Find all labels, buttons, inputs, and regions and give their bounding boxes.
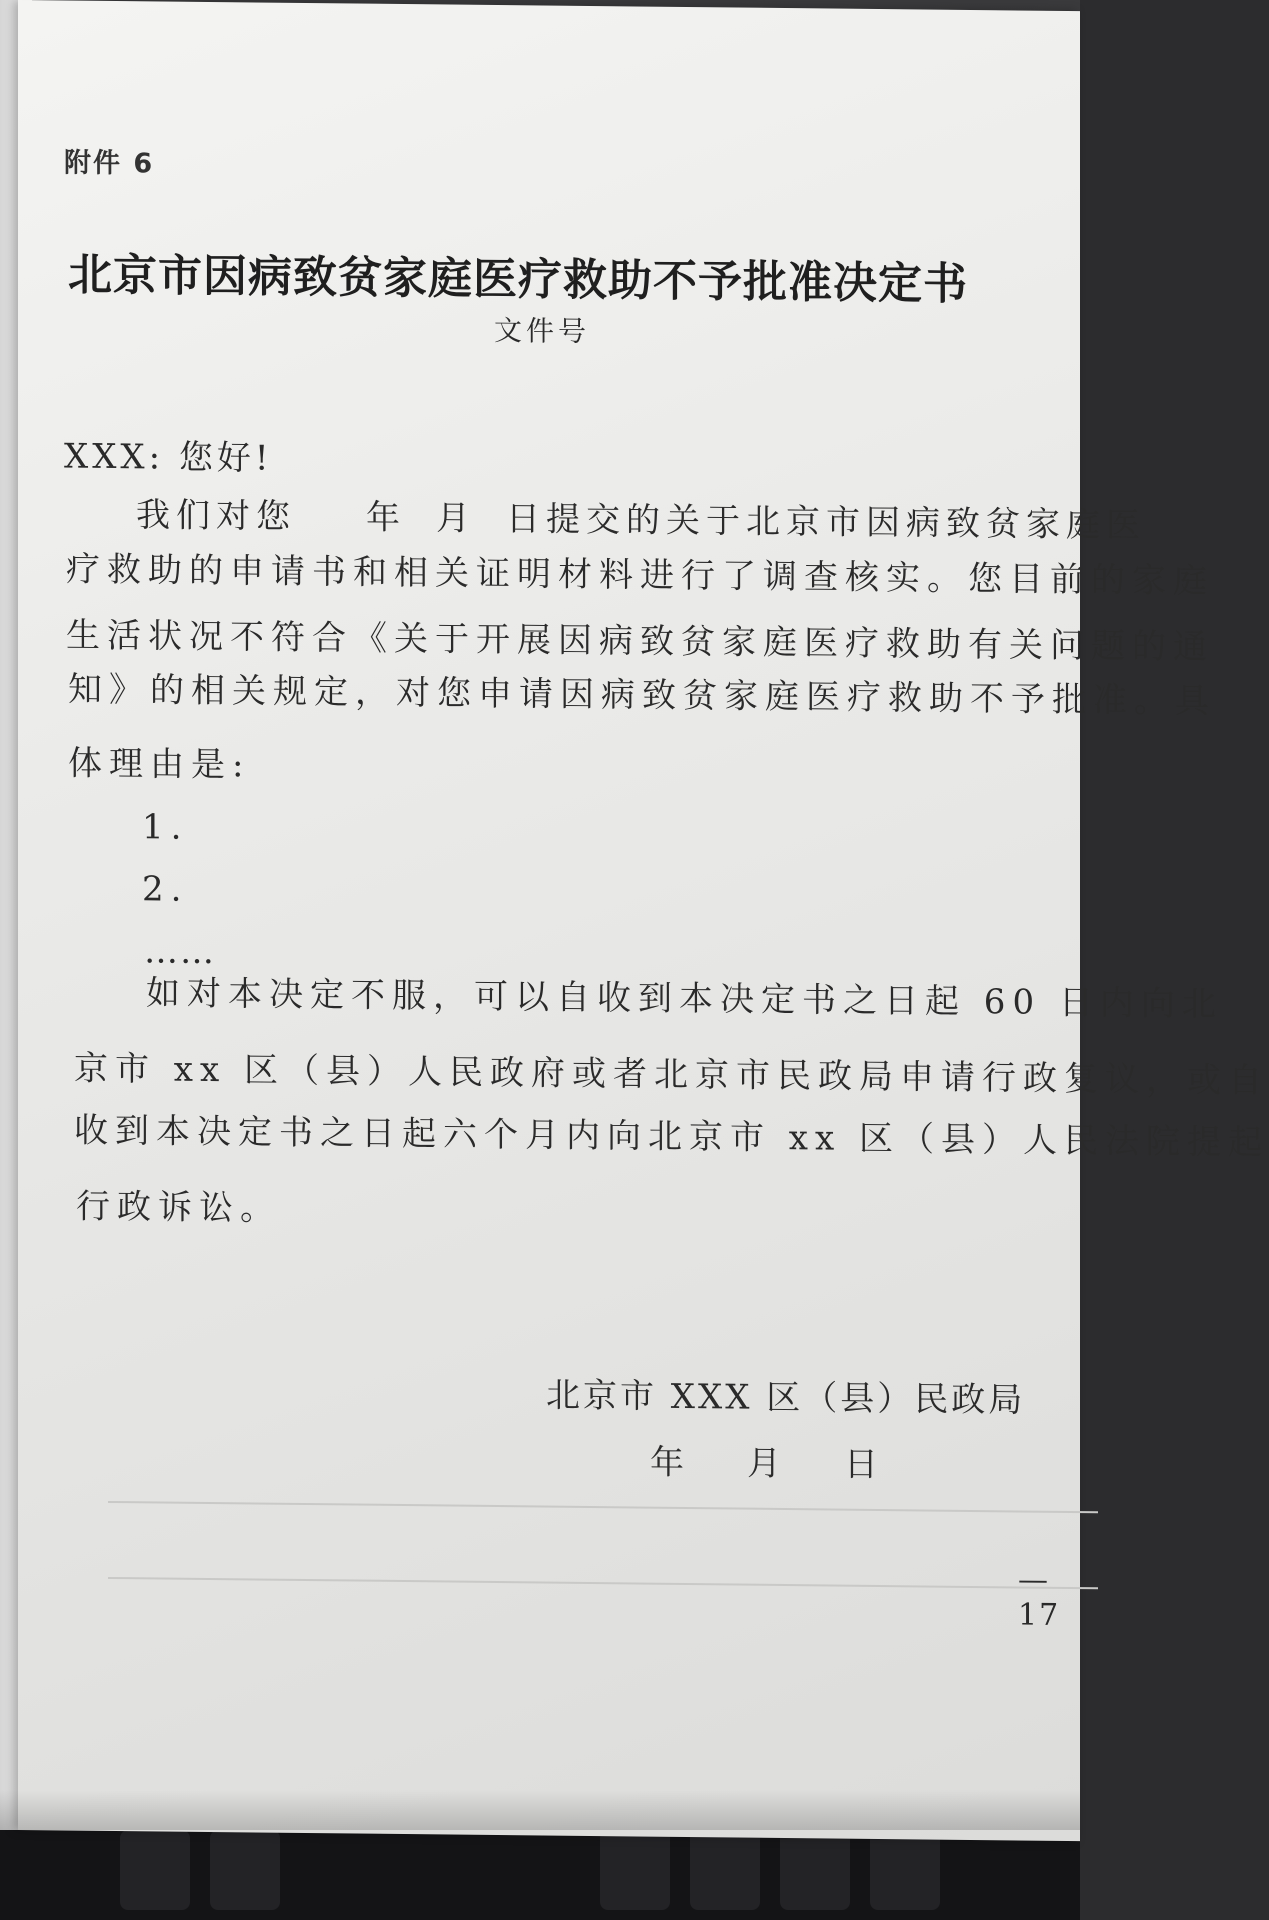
issuer-signature: 北京市 XXX 区（县）民政局 [546,1375,1026,1421]
body-line-3: 生活状况不符合《关于开展因病致贫家庭医疗救助有关问题的通 [66,615,1214,668]
reason-item-2: 2. [142,869,189,910]
body-line-6: 如对本决定不服，可以自收到本决定书之日起 60 日内向北 [146,973,1223,1025]
page-number: — 17 [1018,1562,1061,1633]
body-line-9: 行政诉讼。 [76,1186,281,1229]
keyboard-key [600,1830,670,1910]
keyboard-key [690,1830,760,1910]
date-day: 日 [844,1444,881,1486]
footer-rule-bottom [108,1577,1098,1589]
body-line-1-end: 日提交的关于北京市因病致贫家庭医 [506,499,1146,546]
blank-year: 年 [366,497,406,539]
blank-month: 月 [436,498,476,539]
reason-item-1: 1. [142,807,189,848]
body-line-4: 知》的相关规定，对您申请因病致贫家庭医疗救助不予批准。具 [68,669,1216,722]
date-year: 年 [650,1442,687,1484]
body-line-7: 京市 xx 区（县）人民政府或者北京市民政局申请行政复议，或自 [74,1048,1269,1102]
document-page [18,0,1269,1841]
paper-edge-shadow [0,1790,1080,1830]
footer-rule-top [108,1501,1098,1513]
body-line-1-start: 我们对您 [136,495,296,537]
body-line-1 [136,487,1146,547]
document-number-label: 文件号 [494,313,591,348]
keyboard-key [780,1830,850,1910]
reason-ellipsis: …… [144,931,216,973]
keyboard-key [120,1830,190,1910]
signature-date [650,1435,881,1486]
body-line-2: 疗救助的申请书和相关证明材料进行了调查核实。您目前的家庭 [66,549,1214,602]
document-title: 北京市因病致贫家庭医疗救助不予批准决定书 [68,249,968,310]
keyboard-key [210,1830,280,1910]
attachment-label: 附件 6 [64,147,155,180]
body-line-5: 体理由是: [68,743,251,786]
date-month: 月 [747,1443,784,1485]
keyboard-key [870,1830,940,1910]
greeting: XXX: 您好! [64,436,273,479]
body-line-8: 收到本决定书之日起六个月内向北京市 xx 区（县）人民法院提起 [74,1110,1269,1164]
